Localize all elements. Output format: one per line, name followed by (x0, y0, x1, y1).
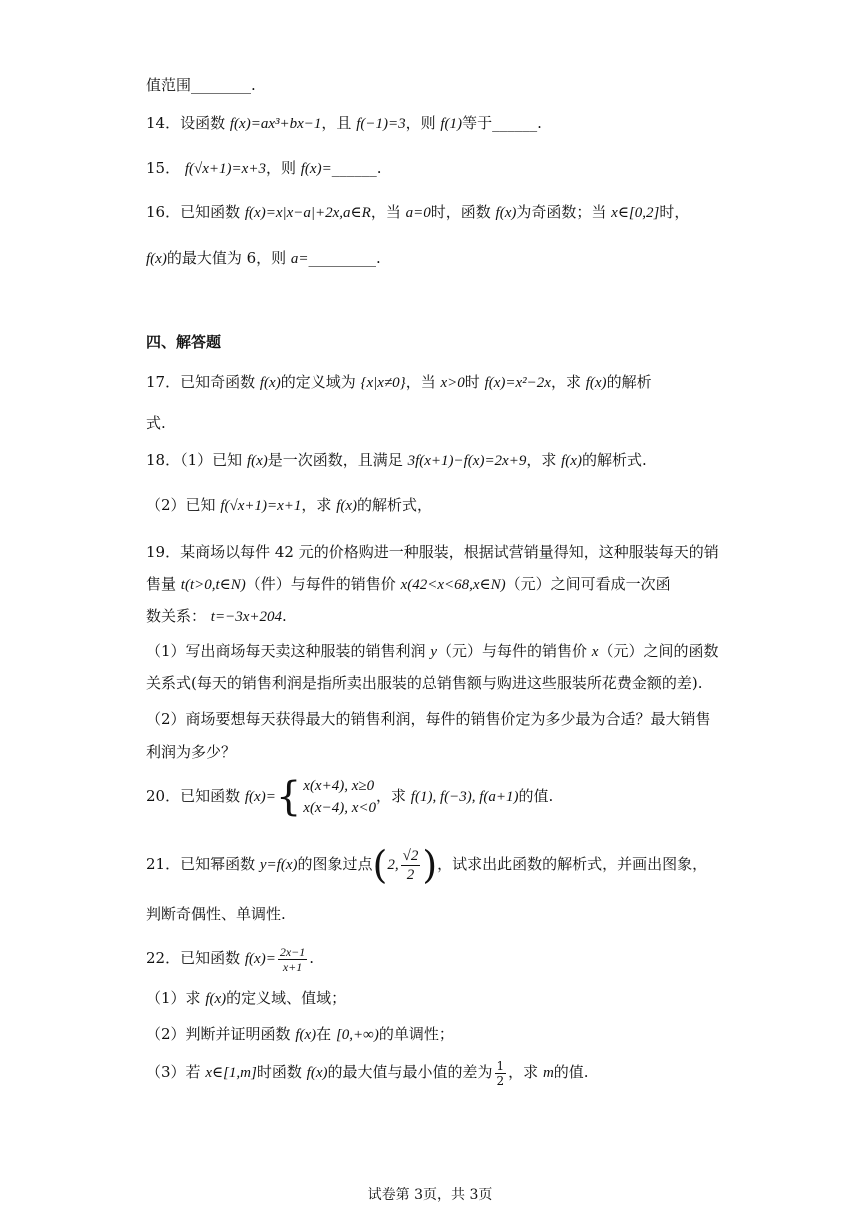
q14-text-a: 设函数 (180, 114, 226, 132)
q22-p3-fx: f(x) (306, 1065, 328, 1081)
q20-text-b: ，求 (376, 787, 407, 805)
q19-l1: 某商场以每件 42 元的价格购进一种服装，根据试营销量得知，这种服装每天的销 (180, 543, 719, 561)
q19-l3-a: 数关系： (146, 607, 207, 625)
q19-number: 19． (146, 543, 181, 561)
q22-p3-b: 时函数 (256, 1063, 302, 1081)
q15-text-a: ，则 (265, 159, 296, 177)
q18-p1-label: （1） (180, 451, 213, 469)
q15-expr: f(√x+1)=x+3 (184, 161, 266, 177)
q22-p1-b: 的定义域、值域； (226, 989, 347, 1007)
q17-number: 17． (146, 373, 181, 391)
q15-number: 15． (146, 159, 181, 177)
q14-text-c: ，则 (405, 114, 436, 132)
left-paren-symbol: ( (372, 843, 388, 887)
q22-p1-fx: f(x) (205, 991, 227, 1007)
q22-p1-a: （1）求 (146, 989, 201, 1007)
q22-p3-d: ，求 (508, 1063, 539, 1081)
q22-p2-int: [0,+∞) (335, 1027, 379, 1043)
q22-p3-fraction (495, 1059, 507, 1088)
q22-p3-a: （3）若 (146, 1063, 201, 1081)
question-19-line1 (146, 541, 719, 563)
q19-p1-x: x (591, 644, 599, 660)
q15-ask: f(x)= (300, 161, 332, 177)
question-18-part1 (146, 449, 647, 472)
q20-number: 20． (146, 787, 181, 805)
q22-num: 2x−1 (279, 944, 306, 959)
q22-text-b: . (309, 949, 315, 967)
q16-line2-blank: _________. (308, 249, 381, 267)
q21-pt-den: 2 (406, 866, 415, 883)
q18-p2-label: （2） (146, 496, 186, 514)
q17-cond: x>0 (440, 375, 465, 391)
q16-cond1: a=0 (405, 205, 431, 221)
q19-l2-t: t(t>0,t∈N) (180, 577, 246, 593)
q22-p3-int: x∈[1,m] (205, 1065, 257, 1081)
q22-p3-c: 的最大值与最小值的差为 (327, 1063, 493, 1081)
question-16-line2 (146, 247, 381, 270)
q16-text-c: 时，函数 (430, 203, 491, 221)
q21-expr: y=f(x) (259, 857, 298, 873)
q15-blank: ______. (331, 159, 382, 177)
q14-expr: f(x)=ax³+bx−1 (229, 116, 322, 132)
q21-text-c: ，试求出此函数的解析式，并画出图象， (437, 855, 708, 873)
q22-fraction (278, 945, 307, 974)
q22-p3-e: 的值. (553, 1063, 589, 1081)
q22-p3-m: m (542, 1065, 554, 1081)
q22-p3-num: 1 (496, 1058, 505, 1073)
q16-line2-fx: f(x) (146, 251, 167, 267)
question-14 (146, 112, 542, 135)
q17-text-e: ，求 (550, 373, 581, 391)
q18-p1-d: 的解析式. (581, 451, 647, 469)
q14-text-b: ，且 (321, 114, 352, 132)
question-15 (146, 157, 381, 180)
q20-case2: x(x−4), x<0 (303, 800, 376, 816)
question-19-part1-line2: 关系式(每天的销售利润是指所卖出服装的总销售额与购进这些服装所花费金额的差). (146, 674, 703, 692)
q13-tail-text: 值范围________. (146, 76, 256, 94)
q22-text-a: 已知函数 (180, 949, 241, 967)
q22-number: 22． (146, 949, 181, 967)
section-heading: 四、解答题 (146, 333, 222, 351)
q21-pt-fraction (401, 847, 421, 884)
q17-fx: f(x) (259, 375, 281, 391)
question-22-part3 (146, 1052, 589, 1093)
q21-pt-x: 2, (387, 857, 399, 873)
q16-fx: f(x) (495, 205, 517, 221)
right-paren-symbol: ) (422, 843, 438, 887)
question-18-part2 (146, 494, 432, 517)
q17-text-a: 已知奇函数 (180, 373, 256, 391)
q19-l3-b: . (282, 607, 287, 625)
q18-number: 18． (146, 451, 181, 469)
q18-p1-expr: 3f(x+1)−f(x)=2x+9 (407, 453, 527, 469)
q16-line2-text: 的最大值为 6，则 (166, 249, 287, 267)
q16-number: 16． (146, 203, 181, 221)
q17-domain: {x|x≠0} (360, 375, 406, 391)
q18-p2-expr: f(√x+1)=x+1 (220, 498, 302, 514)
question-22-part1 (146, 987, 346, 1010)
q22-p2-c: 的单调性； (378, 1025, 454, 1043)
question-19-line3 (146, 605, 287, 628)
q20-ask: f(1), f(−3), f(a+1) (410, 789, 519, 805)
q22-p3-den: 2 (496, 1073, 505, 1088)
q14-cond: f(−1)=3 (356, 116, 406, 132)
question-21-line2: 判断奇偶性、单调性. (146, 905, 286, 923)
q20-lhs: f(x)= (244, 789, 276, 805)
q14-number: 14． (146, 114, 181, 132)
q17-text-c: ，当 (405, 373, 436, 391)
left-brace-symbol: { (275, 774, 302, 820)
question-16 (146, 201, 689, 224)
q19-p1-y: y (430, 644, 437, 660)
q22-p2-fx: f(x) (295, 1027, 317, 1043)
q17-fx2: f(x) (585, 375, 607, 391)
q16-text-d: 为奇函数；当 (516, 203, 607, 221)
page-footer: 试卷第 3页，共 3页 (367, 1187, 493, 1203)
q16-text-b: ，当 (370, 203, 401, 221)
q17-text-f: 的解析 (606, 373, 652, 391)
q16-expr: f(x)=x|x−a|+2x,a∈R (244, 205, 371, 221)
q19-p1-l1-a: （1）写出商场每天卖这种服装的销售利润 (146, 642, 426, 660)
q21-pt-num: √2 (402, 847, 419, 864)
q18-p2-b: ，求 (301, 496, 332, 514)
q18-p2-a: 已知 (185, 496, 216, 514)
q13-tail (146, 74, 256, 96)
q22-den: x+1 (282, 959, 303, 974)
q20-text-c: 的值. (518, 787, 554, 805)
q22-p2-a: （2）判断并证明函数 (146, 1025, 291, 1043)
q18-p1-c: ，求 (526, 451, 557, 469)
q18-p2-fx: f(x) (336, 498, 358, 514)
q17-text-b: 的定义域为 (280, 373, 356, 391)
question-17-line2: 式. (146, 414, 166, 432)
q14-text-d: 等于______. (462, 114, 542, 132)
q18-p1-b: 是一次函数，且满足 (267, 451, 403, 469)
q18-p1-a: 已知 (212, 451, 243, 469)
question-19-line2 (146, 573, 671, 596)
q19-l2-b: （件）与每件的销售价 (245, 575, 396, 593)
q16-line2-a: a= (290, 251, 309, 267)
q20-case1: x(x+4), x≥0 (303, 778, 375, 794)
question-20 (146, 774, 553, 819)
q17-expr: f(x)=x²−2x (484, 375, 551, 391)
question-17 (146, 371, 652, 394)
q20-cases (303, 775, 376, 819)
q19-l3-expr: t=−3x+204 (210, 609, 282, 625)
question-19-part2-line1: （2）商场要想每天获得最大的销售利润，每件的销售价定为多少最为合适？最大销售 (146, 710, 711, 728)
q22-lhs: f(x)= (244, 951, 276, 967)
q19-p1-l1-b: （元）与每件的销售价 (437, 642, 588, 660)
question-22-part2 (146, 1023, 454, 1046)
q20-text-a: 已知函数 (180, 787, 241, 805)
q22-p2-b: 在 (316, 1025, 332, 1043)
q19-l2-a: 售量 (146, 575, 177, 593)
q19-l2-x: x(42<x<68,x∈N) (400, 577, 506, 593)
question-19-part1-line1 (146, 640, 718, 663)
q19-p1-l1-c: （元）之间的函数 (598, 642, 719, 660)
q18-p2-c: 的解析式， (357, 496, 433, 514)
question-21 (146, 842, 707, 887)
q14-ask: f(1) (440, 116, 463, 132)
q18-p1-fx2: f(x) (561, 453, 582, 469)
question-22 (146, 936, 314, 981)
q21-number: 21． (146, 855, 181, 873)
q19-l2-c: （元）之间可看成一次函 (505, 575, 671, 593)
question-19-part2-line2: 利润为多少？ (146, 743, 237, 761)
q21-text-a: 已知幂函数 (180, 855, 256, 873)
q18-p1-fx: f(x) (246, 453, 268, 469)
q16-text-e: 时， (659, 203, 690, 221)
q17-text-d: 时 (464, 373, 480, 391)
q21-text-b: 的图象过点 (297, 855, 373, 873)
q16-cond2: x∈[0,2] (611, 205, 660, 221)
q16-text-a: 已知函数 (180, 203, 241, 221)
